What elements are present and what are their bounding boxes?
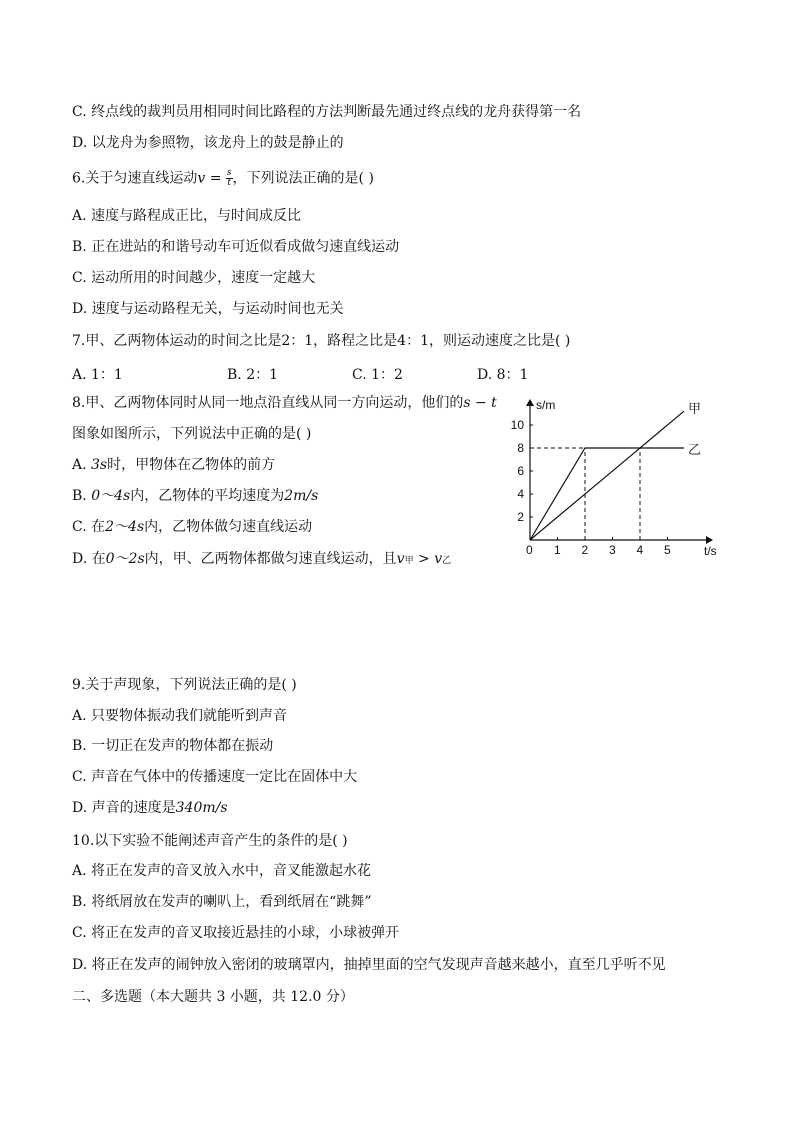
y-tick-label: 8 [517, 441, 524, 455]
question-6-option-d: D. 速度与运动路程无关，与运动时间也无关 [72, 301, 344, 317]
question-10-option-b: B. 将纸屑放在发声的喇叭上，看到纸屑在“跳舞” [72, 894, 372, 910]
question-6-stem: 6.关于匀速直线运动v = $\frac{s}{t}$ ，下列说法正确的是( ) [72, 168, 374, 188]
x-axis-label: t/s [704, 544, 717, 558]
question-8-stem-line1: 8.甲、乙两物体同时从同一地点沿直线从同一方向运动，他们的s − t [72, 395, 497, 411]
s-t-graph [508, 392, 728, 564]
series-line-yi [530, 448, 684, 540]
question-9-option-d: D. 声音的速度是340m/s [72, 800, 228, 816]
question-10-option-d: D. 将正在发声的闹钟放入密闭的玻璃罩内，抽掉里面的空气发现声音越来越小，直至几乎听不见 [72, 957, 666, 973]
question-8-stem-line2: 图象如图所示，下列说法中正确的是( ) [72, 426, 312, 442]
series-label-jia: 甲 [688, 402, 702, 418]
question-5-option-d: D. 以龙舟为参照物，该龙舟上的鼓是静止的 [72, 135, 344, 151]
y-tick-label: 4 [517, 487, 524, 501]
question-10-stem: 10.以下实验不能阐述声音产生的条件的是( ) [72, 833, 348, 849]
question-8-option-a: A. 3s时，甲物体在乙物体的前方 [72, 457, 276, 473]
question-7-option-a: A. 1：1 [72, 367, 123, 383]
question-9-stem: 9.关于声现象，下列说法正确的是( ) [72, 677, 297, 693]
question-10-option-c: C. 将正在发声的音叉取接近悬挂的小球，小球被弹开 [72, 925, 400, 941]
formula-fraction: $\frac{s}{t}$ [226, 168, 232, 188]
question-10-option-a: A. 将正在发声的音叉放入水中，音叉能激起水花 [72, 863, 372, 879]
question-7-options [72, 364, 542, 382]
question-7-option-b: B. 2：1 [227, 367, 279, 383]
question-8-option-c: C. 在2～4s内，乙物体做匀速直线运动 [72, 519, 313, 535]
question-5-option-c: C. 终点线的裁判员用相同时间比路程的方法判断最先通过终点线的龙舟获得第一名 [72, 104, 582, 120]
y-tick-label: 10 [510, 418, 524, 432]
question-9-option-c: C. 声音在气体中的传播速度一定比在固体中大 [72, 769, 358, 785]
question-6-option-c: C. 运动所用的时间越少，速度一定越大 [72, 270, 316, 286]
question-7-option-d: D. 8：1 [477, 367, 529, 383]
x-tick-label: 3 [609, 543, 616, 557]
y-tick-label: 6 [517, 464, 524, 478]
question-7-option-c: C. 1：2 [352, 367, 403, 383]
series-line-jia [530, 411, 684, 540]
question-9-option-a: A. 只要物体振动我们就能听到声音 [72, 708, 288, 724]
question-8-option-b: B. 0～4s内，乙物体的平均速度为2m/s [72, 488, 319, 504]
x-tick-label: 5 [664, 543, 671, 557]
question-6-option-b: B. 正在进站的和谐号动车可近似看成做匀速直线运动 [72, 239, 400, 255]
y-tick-label: 2 [517, 510, 524, 524]
x-tick-label: 1 [554, 543, 561, 557]
question-6-option-a: A. 速度与路程成正比，与时间成反比 [72, 208, 302, 224]
question-9-option-b: B. 一切正在发声的物体都在振动 [72, 738, 274, 754]
series-label-yi: 乙 [688, 443, 702, 458]
x-tick-label: 4 [636, 543, 644, 557]
y-axis-label: s/m [536, 398, 556, 412]
x-tick-label: 2 [581, 543, 589, 557]
origin-label: 0 [526, 543, 533, 557]
question-8-option-d: D. 在0～2s内，甲、乙两物体都做匀速直线运动，且v甲 > v乙 [72, 551, 452, 567]
question-7-stem: 7.甲、乙两物体运动的时间之比是2：1，路程之比是4：1，则运动速度之比是( ) [72, 333, 571, 349]
section-heading-multiple-choice: 二、多选题（本大题共 3 小题，共 12.0 分） [72, 989, 354, 1005]
